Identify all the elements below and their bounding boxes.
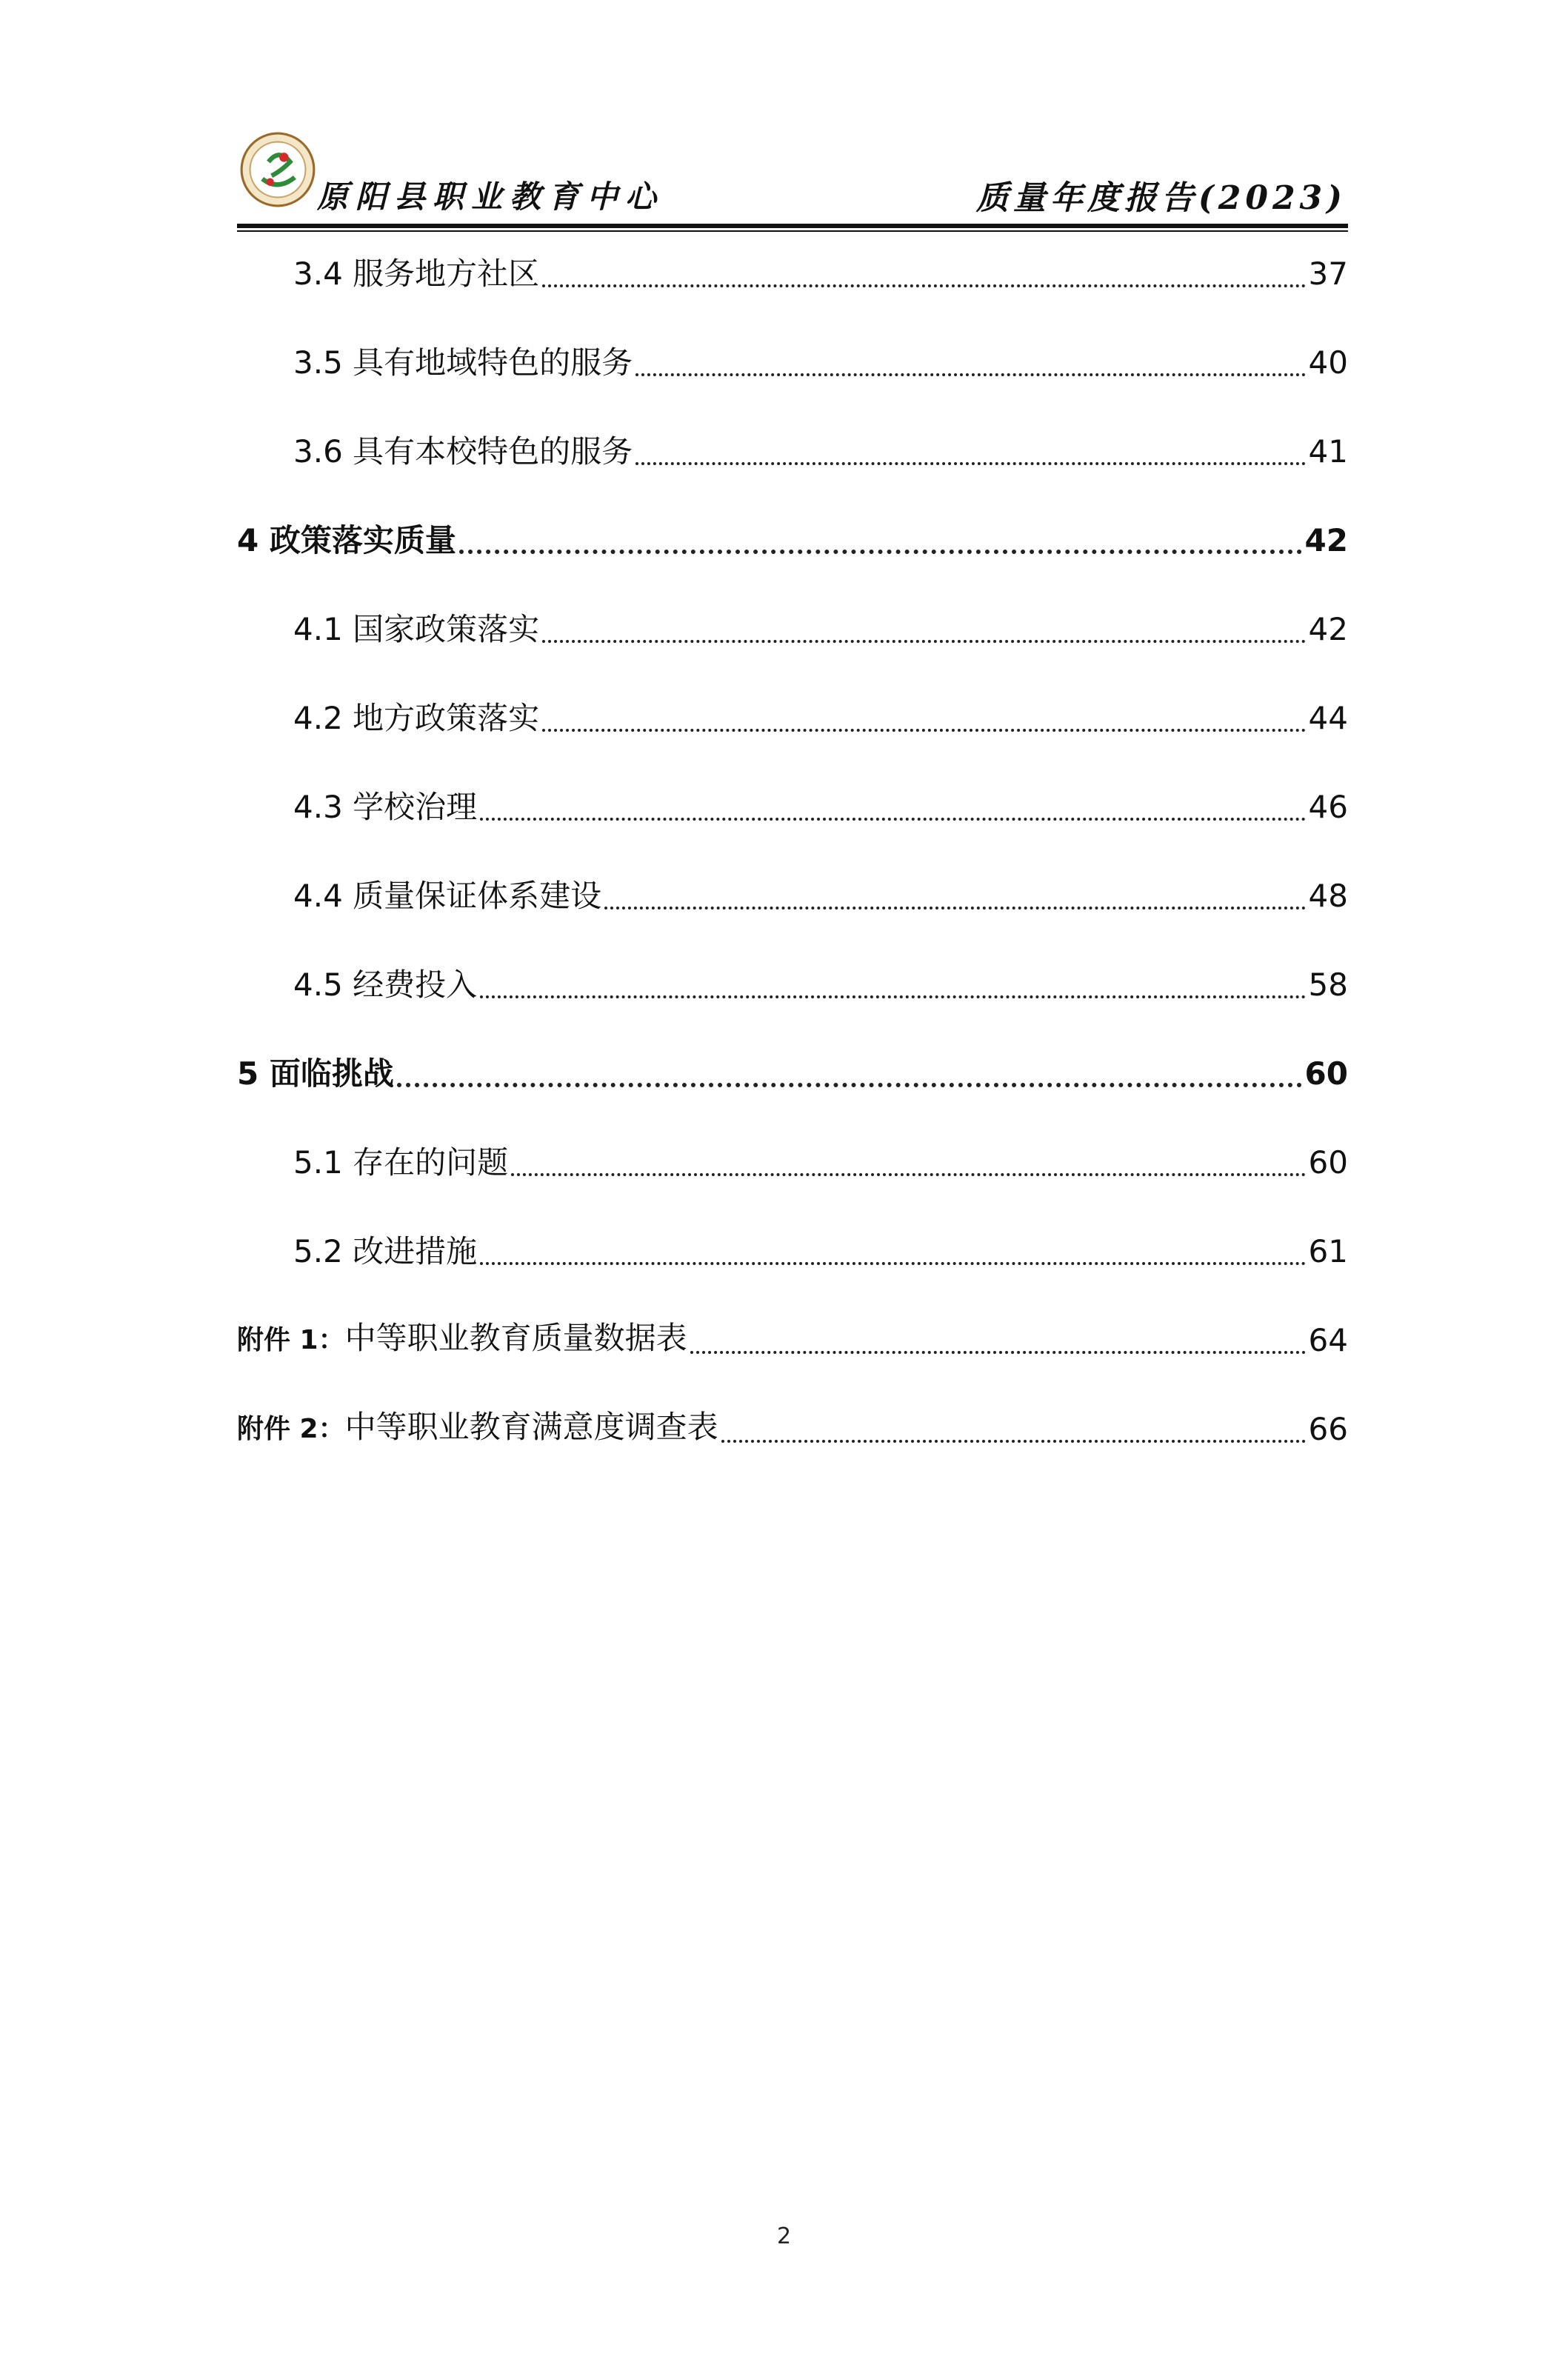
toc-entry-title: 存在的问题: [353, 1144, 509, 1181]
toc-leader-dots: [480, 1262, 1305, 1265]
toc-leader-dots: [635, 462, 1305, 465]
toc-entry-number: 5.1: [293, 1144, 343, 1181]
toc-entry-title: 中等职业教育满意度调查表: [344, 1409, 718, 1445]
toc-entry-number: 4.3: [293, 789, 343, 825]
toc-appendix-entry[interactable]: [237, 1407, 1348, 1452]
page-number: 2: [776, 2223, 792, 2249]
toc-leader-dots: [721, 1440, 1306, 1443]
toc-entry-title: 面临挑战: [269, 1055, 394, 1092]
toc-entry[interactable]: [237, 696, 1348, 741]
report-title: 质量年度报告(2023): [975, 179, 1347, 217]
toc-entry-title: 经费投入: [353, 967, 478, 1003]
header-rule-thick: [237, 224, 1348, 228]
toc-entry-title: 改进措施: [353, 1233, 478, 1269]
toc-entry-number: 4: [237, 522, 259, 558]
toc-entry-page: 46: [1308, 789, 1348, 825]
school-emblem-icon: [239, 131, 316, 208]
toc-entry-number: 5.2: [293, 1233, 343, 1269]
toc-entry-title: 质量保证体系建设: [353, 878, 602, 914]
toc-leader-dots: [480, 995, 1305, 998]
toc-entry[interactable]: [237, 607, 1348, 652]
toc-entry-title: 服务地方社区: [353, 256, 540, 292]
toc-entry-title: 国家政策落实: [353, 611, 540, 647]
toc-entry-title: 政策落实质量: [269, 522, 456, 558]
toc-entry-page: 61: [1308, 1233, 1348, 1269]
toc-entry-number: 附件 1：: [237, 1325, 345, 1355]
toc-entry-page: 58: [1308, 967, 1348, 1003]
toc-entry-title: 具有本校特色的服务: [353, 433, 633, 470]
toc-entry[interactable]: [237, 1141, 1348, 1185]
toc-leader-dots: [542, 284, 1305, 287]
toc-entry-page: 64: [1308, 1322, 1348, 1358]
toc-entry[interactable]: [237, 874, 1348, 918]
toc-leader-dots: [542, 640, 1305, 643]
toc-entry-page: 42: [1308, 611, 1348, 647]
toc-entry-title: 具有地域特色的服务: [353, 344, 633, 381]
toc-appendix-entry[interactable]: [237, 1318, 1348, 1363]
school-name: 原阳县职业教育中心: [317, 178, 664, 215]
toc-entry-number: 4.5: [293, 967, 343, 1003]
toc-entry-number: 3.4: [293, 256, 343, 292]
toc-entry-page: 37: [1308, 256, 1348, 292]
toc-chapter-entry[interactable]: [237, 1052, 1348, 1096]
header-rule-thin: [237, 230, 1348, 232]
toc-entry[interactable]: [237, 430, 1348, 474]
toc-chapter-entry[interactable]: [237, 518, 1348, 563]
toc-leader-dots: [459, 550, 1302, 554]
toc-leader-dots: [635, 373, 1305, 376]
toc-entry-page: 60: [1308, 1144, 1348, 1181]
toc-entry-title: 中等职业教育质量数据表: [344, 1320, 687, 1356]
toc-entry[interactable]: [237, 341, 1348, 385]
toc-entry[interactable]: [237, 785, 1348, 830]
toc-entry-page: 40: [1308, 344, 1348, 381]
toc-entry-page: 60: [1304, 1055, 1348, 1092]
toc-entry-title: 学校治理: [353, 789, 478, 825]
toc-entry-number: 5: [237, 1055, 259, 1092]
toc-entry[interactable]: [237, 1229, 1348, 1274]
toc-entry-page: 42: [1304, 522, 1348, 558]
toc-entry[interactable]: [237, 963, 1348, 1007]
toc-entry-number: 3.6: [293, 433, 343, 470]
toc-leader-dots: [542, 729, 1305, 732]
toc-entry-number: 4.4: [293, 878, 343, 914]
toc-leader-dots: [480, 818, 1305, 821]
toc-entry-number: 附件 2：: [237, 1414, 345, 1444]
toc-leader-dots: [690, 1351, 1306, 1354]
toc-leader-dots: [511, 1173, 1305, 1176]
toc-entry-page: 48: [1308, 878, 1348, 914]
toc-entry[interactable]: [237, 252, 1348, 296]
page-header: [237, 122, 1348, 233]
toc-entry-page: 41: [1308, 433, 1348, 470]
toc-entry-number: 4.2: [293, 700, 343, 736]
toc-leader-dots: [397, 1083, 1302, 1087]
toc-entry-number: 4.1: [293, 611, 343, 647]
toc-entry-page: 66: [1308, 1411, 1348, 1447]
toc-entry-number: 3.5: [293, 344, 343, 381]
toc-entry-page: 44: [1308, 700, 1348, 736]
toc-entry-title: 地方政策落实: [353, 700, 540, 736]
toc-leader-dots: [604, 907, 1305, 910]
